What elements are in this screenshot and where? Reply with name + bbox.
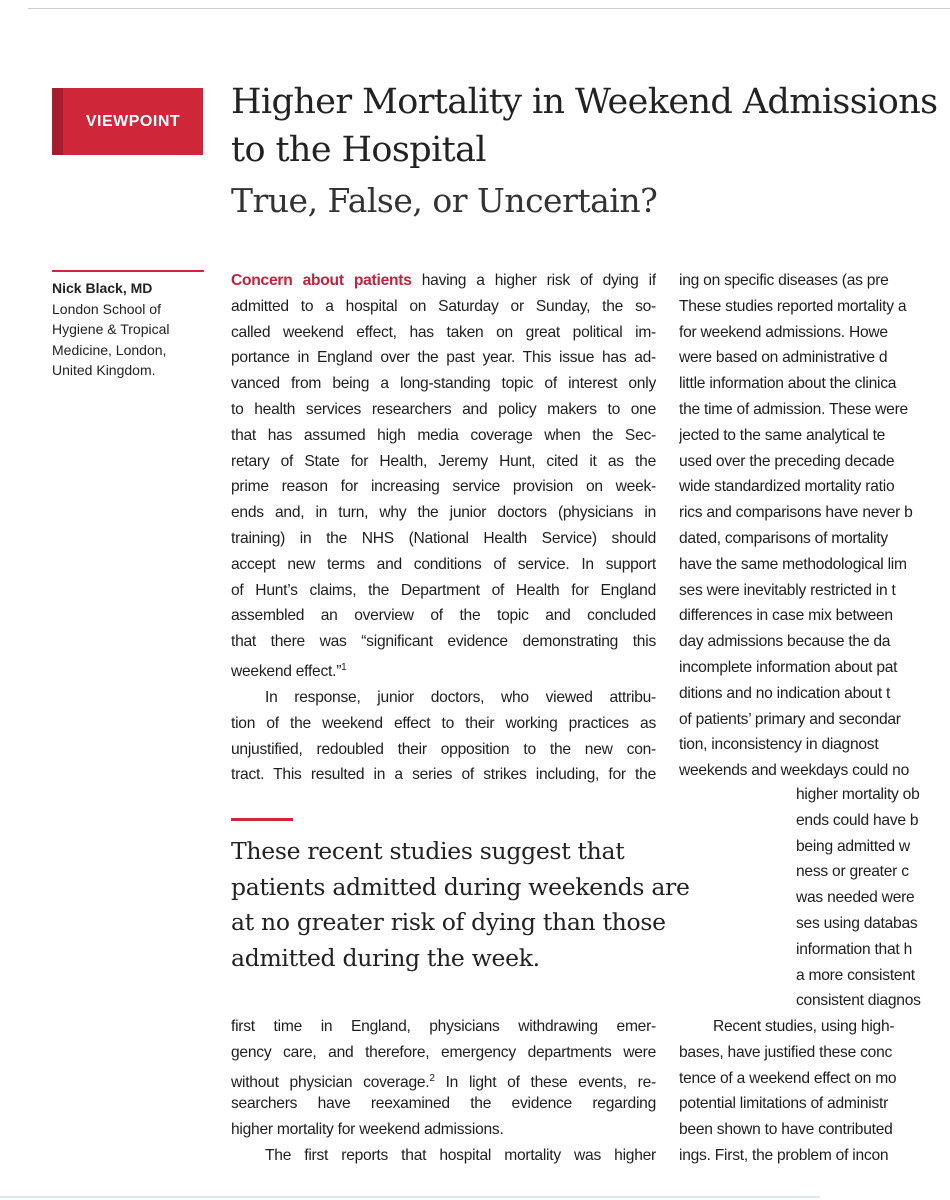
body-line: ends and, in turn, why the junior doctors (physicians in bbox=[231, 504, 656, 522]
reference-superscript[interactable]: 2 bbox=[429, 1072, 435, 1084]
body-line: assembled an overview of the topic and concluded bbox=[231, 607, 656, 625]
body-line: dated, comparisons of mortality bbox=[679, 529, 888, 547]
body-line: portance in England over the past year. This issue has ad- bbox=[231, 349, 656, 367]
body-line: Recent studies, using high- bbox=[713, 1018, 895, 1035]
body-text: weekend effect.” bbox=[231, 663, 342, 681]
body-line: jected to the same analytical te bbox=[679, 426, 886, 444]
body-line: vanced from being a long-standing topic of interest only bbox=[231, 375, 656, 393]
body-line: unjustified, redoubled their opposition to the new con- bbox=[231, 740, 656, 758]
body-line: admitted to a hospital on Saturday or Sunday, the so- bbox=[231, 297, 656, 315]
body-line: the time of admission. These were bbox=[679, 400, 908, 418]
pullquote-line: These recent studies suggest that bbox=[231, 837, 625, 865]
body-line: ends could have b bbox=[796, 811, 919, 829]
body-line: information that h bbox=[796, 940, 912, 958]
body-line: of patients’ primary and secondar bbox=[679, 710, 901, 728]
viewpoint-badge: VIEWPOINT bbox=[52, 88, 203, 155]
body-line: potential limitations of administr bbox=[679, 1095, 889, 1113]
body-line: gency care, and therefore, emergency departments were bbox=[231, 1043, 656, 1061]
body-column-left bbox=[231, 268, 656, 788]
body-line: to health services researchers and policy makers to one bbox=[231, 400, 656, 418]
body-column-right bbox=[679, 268, 950, 784]
body-line: wide standardized mortality ratio bbox=[679, 478, 895, 496]
top-divider bbox=[28, 8, 950, 9]
pullquote-line: patients admitted during weekends are bbox=[231, 872, 690, 901]
body-column-right-lower bbox=[679, 1014, 950, 1169]
title-line: Higher Mortality in Weekend Admissions bbox=[231, 82, 938, 122]
pullquote-line: admitted during the week. bbox=[231, 943, 540, 972]
body-line: weekends and weekdays could no bbox=[679, 762, 910, 780]
author-name: Nick Black, MD bbox=[52, 280, 153, 296]
reference-superscript[interactable]: 1 bbox=[341, 661, 347, 673]
body-line: ing on specific diseases (as pre bbox=[679, 272, 889, 289]
bottom-divider bbox=[0, 1196, 820, 1198]
body-line: rics and comparisons have never b bbox=[679, 504, 913, 522]
body-line: tract. This resulted in a series of strikes including, for the bbox=[231, 766, 656, 784]
body-line: ses were inevitably restricted in t bbox=[679, 581, 896, 599]
article-title bbox=[231, 78, 950, 174]
body-line: tion of the weekend effect to their working practices as bbox=[231, 714, 656, 732]
body-line: ditions and no indication about t bbox=[679, 684, 891, 702]
body-line: tence of a weekend effect on mo bbox=[679, 1069, 897, 1087]
body-line: prime reason for increasing service provision on week- bbox=[231, 478, 656, 496]
body-line: searchers have reexamined the evidence regarding bbox=[231, 1095, 656, 1113]
body-line: ness or greater c bbox=[796, 863, 909, 881]
pullquote-line: at no greater risk of dying than those bbox=[231, 908, 666, 936]
body-line: day admissions because the da bbox=[679, 633, 891, 651]
body-line: of Hunt’s claims, the Department of Health for England bbox=[231, 581, 656, 599]
author-block bbox=[52, 278, 212, 381]
body-line bbox=[231, 268, 656, 294]
body-line: have the same methodological lim bbox=[679, 555, 907, 573]
body-line: higher mortality for weekend admissions. bbox=[231, 1121, 504, 1139]
body-line: retary of State for Health, Jeremy Hunt, cited it as the bbox=[231, 452, 656, 470]
body-line: These studies reported mortality a bbox=[679, 297, 907, 315]
body-line: used over the preceding decade bbox=[679, 452, 895, 470]
body-line: being admitted w bbox=[796, 837, 910, 855]
body-line: that has assumed high media coverage when the Sec- bbox=[231, 426, 656, 444]
body-line: first time in England, physicians withdrawing emer- bbox=[231, 1018, 656, 1035]
body-line: tion, inconsistency in diagnost bbox=[679, 736, 879, 754]
body-line bbox=[231, 1066, 656, 1092]
body-column-right-wrap bbox=[796, 782, 950, 1014]
lead-in-rest: having a higher risk of dying if bbox=[411, 272, 656, 289]
body-column-left-lower bbox=[231, 1014, 656, 1169]
body-line: differences in case mix between bbox=[679, 607, 893, 625]
pullquote bbox=[231, 834, 751, 976]
author-affiliation-line: United Kingdom. bbox=[52, 362, 156, 378]
body-line: been shown to have contributed bbox=[679, 1121, 893, 1139]
body-line: higher mortality ob bbox=[796, 786, 920, 803]
body-line: The first reports that hospital mortality was higher bbox=[265, 1146, 656, 1164]
body-line: In response, junior doctors, who viewed attribu- bbox=[265, 688, 656, 706]
body-line: was needed were bbox=[796, 889, 915, 907]
title-line: to the Hospital bbox=[231, 130, 486, 170]
body-line: little information about the clinica bbox=[679, 375, 897, 393]
body-line: were based on administrative d bbox=[679, 349, 888, 367]
lead-in-phrase: Concern about patients bbox=[231, 272, 412, 289]
body-line: bases, have justified these conc bbox=[679, 1043, 893, 1061]
body-line: called weekend effect, has taken on great political im- bbox=[231, 323, 656, 341]
body-line: training) in the NHS (National Health Service) should bbox=[231, 529, 656, 547]
article-subtitle: True, False, or Uncertain? bbox=[231, 181, 658, 220]
body-line: for weekend admissions. Howe bbox=[679, 323, 888, 341]
author-affiliation-line: Hygiene & Tropical bbox=[52, 321, 170, 337]
body-line: that there was “significant evidence demonstrating this bbox=[231, 633, 656, 651]
author-affiliation-line: London School of bbox=[52, 300, 161, 317]
pullquote-rule bbox=[231, 818, 293, 821]
body-line: accept new terms and conditions of service. In support bbox=[231, 555, 656, 573]
body-text: without physician coverage. bbox=[231, 1073, 430, 1091]
author-affiliation-line: Medicine, London, bbox=[52, 341, 167, 358]
body-text: In light of these events, re- bbox=[434, 1073, 656, 1091]
body-line: ses using databas bbox=[796, 914, 918, 932]
body-line: a more consistent bbox=[796, 966, 915, 984]
body-line: consistent diagnos bbox=[796, 992, 921, 1010]
body-line bbox=[231, 655, 656, 685]
body-line: ings. First, the problem of incon bbox=[679, 1146, 889, 1164]
author-divider bbox=[52, 270, 204, 272]
body-line: incomplete information about pat bbox=[679, 658, 898, 676]
